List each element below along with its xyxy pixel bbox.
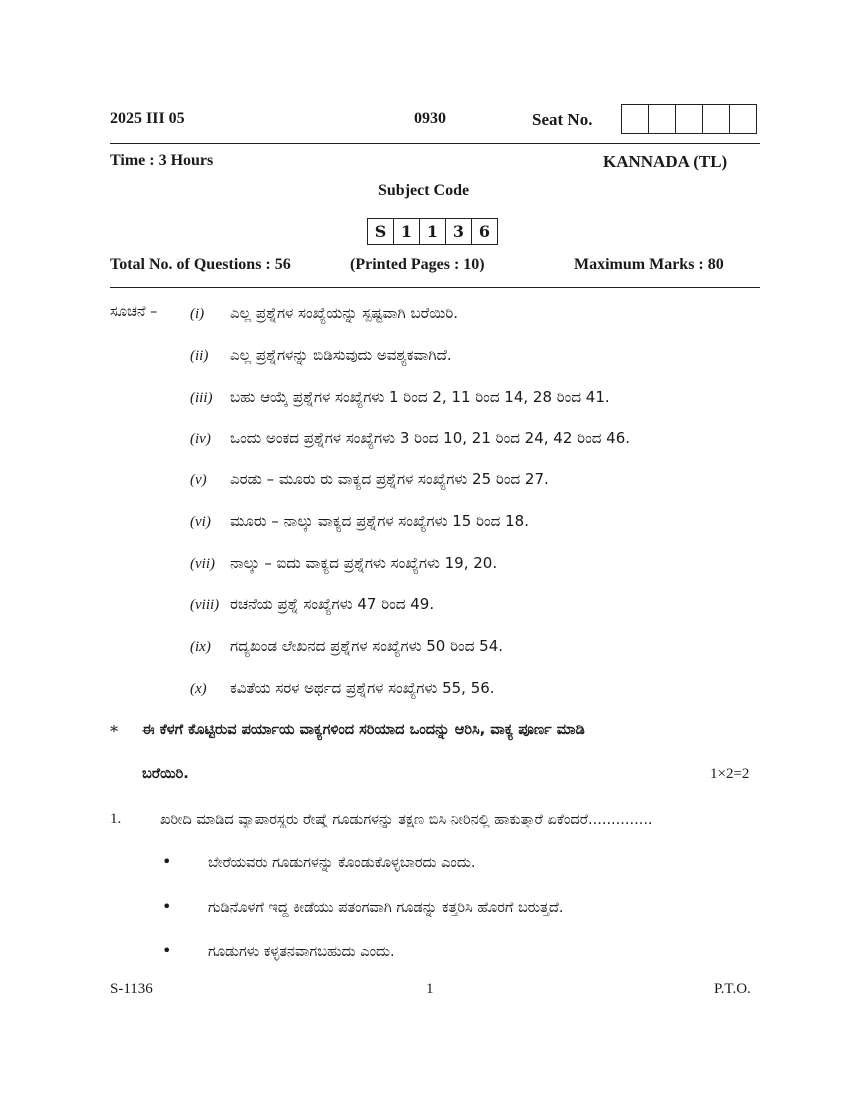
printed-pages: (Printed Pages : 10) bbox=[350, 256, 485, 273]
subject-code-char: 1 bbox=[393, 218, 420, 245]
subject-code-char: 3 bbox=[445, 218, 472, 245]
instruction-num: (i) bbox=[190, 306, 205, 322]
instruction-text: ಎಲ್ಲ ಪ್ರಶ್ನೆಗಳ ಸಂಖ್ಯೆಯನ್ನು ಸ್ಪಷ್ಟವಾಗಿ ಬರೆಯಿರಿ. bbox=[230, 304, 459, 322]
section-marks: 1×2=2 bbox=[710, 766, 750, 782]
answer-option[interactable]: ಗುಡಿನೊಳಗೆ ಇದ್ದ ಕೀಡೆಯು ಪತಂಗವಾಗಿ ಗೂಡನ್ನು ಕತ್ತರಿಸಿ ಹೊರಗೆ ಬರುತ್ತದೆ. bbox=[208, 900, 564, 916]
instruction-item bbox=[190, 346, 452, 365]
max-marks: Maximum Marks : 80 bbox=[574, 256, 724, 273]
instruction-text: ರಚನೆಯ ಪ್ರಶ್ನೆ ಸಂಖ್ಯೆಗಳು 47 ರಿಂದ 49. bbox=[230, 595, 435, 613]
instruction-text: ಒಂದು ಅಂಕದ ಪ್ರಶ್ನೆಗಳ ಸಂಖ್ಯೆಗಳು 3 ರಿಂದ 10, 21 ರಿಂದ 24, 42 ರಿಂದ 46. bbox=[230, 429, 631, 447]
seat-box[interactable] bbox=[729, 104, 757, 134]
paper-code: 0930 bbox=[414, 110, 446, 127]
instruction-num: (vi) bbox=[190, 514, 211, 530]
seat-box[interactable] bbox=[648, 104, 676, 134]
subject-code-boxes bbox=[368, 218, 498, 245]
instruction-num: (x) bbox=[190, 681, 207, 697]
instruction-num: (vii) bbox=[190, 556, 215, 572]
seat-box[interactable] bbox=[702, 104, 730, 134]
page-number: 1 bbox=[426, 981, 434, 997]
pto-label: P.T.O. bbox=[714, 981, 751, 997]
seat-number-boxes[interactable] bbox=[622, 104, 757, 134]
instruction-item bbox=[190, 388, 610, 407]
header-divider-top bbox=[110, 143, 760, 144]
instruction-text: ಎಲ್ಲ ಪ್ರಶ್ನೆಗಳನ್ನು ಬಿಡಿಸುವುದು ಅವಶ್ಯಕವಾಗಿದೆ. bbox=[230, 346, 452, 364]
instruction-item bbox=[190, 512, 529, 531]
subject-code-char: S bbox=[367, 218, 394, 245]
instruction-text: ಮೂರು – ನಾಲ್ಕು ವಾಕ್ಯದ ಪ್ರಶ್ನೆಗಳ ಸಂಖ್ಯೆಗಳು 15 ರಿಂದ 18. bbox=[230, 512, 529, 530]
instruction-text: ಗದ್ಯಖಂಡ ಲೇಖನದ ಪ್ರಶ್ನೆಗಳ ಸಂಖ್ಯೆಗಳು 50 ರಿಂದ 54. bbox=[230, 637, 504, 655]
footer-code: S-1136 bbox=[110, 981, 153, 997]
instruction-num: (iv) bbox=[190, 431, 211, 447]
instruction-num: (viii) bbox=[190, 597, 220, 613]
instruction-text: ಎರಡು – ಮೂರು ರು ವಾಕ್ಯದ ಪ್ರಶ್ನೆಗಳ ಸಂಖ್ಯೆಗಳು 25 ರಿಂದ 27. bbox=[230, 470, 549, 488]
exam-code: 2025 III 05 bbox=[110, 110, 185, 127]
instruction-item bbox=[190, 429, 630, 448]
instruction-text: ಕವಿತೆಯ ಸರಳ ಅರ್ಥದ ಪ್ರಶ್ನೆಗಳ ಸಂಖ್ಯೆಗಳು 55, 56. bbox=[230, 679, 495, 697]
instruction-num: (ii) bbox=[190, 348, 209, 364]
seat-box[interactable] bbox=[621, 104, 649, 134]
answer-option[interactable]: ಬೇರೆಯವರು ಗೂಡುಗಳನ್ನು ಕೊಂಡುಕೊಳ್ಳಬಾರದು ಎಂದು. bbox=[208, 855, 476, 871]
question-text: ಖರೀದಿ ಮಾಡಿದ ವ್ಯಾಪಾರಸ್ಥರು ರೇಷ್ಮೆ ಗೂಡುಗಳನ್ನು ತಕ್ಷಣ ಬಿಸಿ ನೀರಿನಲ್ಲಿ ಹಾಕುತ್ತಾರೆ ಏಕೆಂದರೆ.............. bbox=[160, 812, 653, 828]
instruction-text: ಬಹು ಆಯ್ಕೆ ಪ್ರಶ್ನೆಗಳ ಸಂಖ್ಯೆಗಳು 1 ರಿಂದ 2, 11 ರಿಂದ 14, 28 ರಿಂದ 41. bbox=[230, 388, 610, 406]
answer-option[interactable]: ಗೂಡುಗಳು ಕಳ್ಳತನವಾಗಬಹುದು ಎಂದು. bbox=[208, 944, 395, 960]
instruction-item bbox=[190, 554, 497, 573]
instruction-item bbox=[190, 470, 549, 489]
subject-code-char: 6 bbox=[471, 218, 498, 245]
total-questions: Total No. of Questions : 56 bbox=[110, 256, 291, 273]
instruction-num: (ix) bbox=[190, 639, 211, 655]
section-instruction-line1: ಈ ಕೆಳಗೆ ಕೊಟ್ಟಿರುವ ಪರ್ಯಾಯ ವಾಕ್ಯಗಳಿಂದ ಸರಿಯಾದ ಒಂದನ್ನು ಆರಿಸಿ, ವಾಕ್ಯ ಪೂರ್ಣ ಮಾಡಿ bbox=[142, 722, 585, 738]
header-divider-bottom bbox=[110, 287, 760, 288]
instruction-item bbox=[190, 637, 503, 656]
instruction-item bbox=[190, 304, 458, 323]
subject-code-char: 1 bbox=[419, 218, 446, 245]
instructions-label: ಸೂಚನೆ – bbox=[110, 304, 158, 320]
seat-box[interactable] bbox=[675, 104, 703, 134]
bullet-icon: • bbox=[162, 941, 172, 960]
question-number: 1. bbox=[110, 811, 122, 827]
bullet-icon: • bbox=[162, 897, 172, 916]
seat-label: Seat No. bbox=[532, 110, 593, 129]
section-star: * bbox=[110, 722, 118, 741]
subject-code-label: Subject Code bbox=[378, 182, 470, 199]
instruction-text: ನಾಲ್ಕು – ಐದು ವಾಕ್ಯದ ಪ್ರಶ್ನೆಗಳು ಸಂಖ್ಯೆಗಳು 19, 20. bbox=[230, 554, 498, 572]
instruction-item bbox=[190, 679, 495, 698]
instruction-item bbox=[190, 595, 434, 614]
section-instruction-line2: ಬರೆಯಿರಿ. bbox=[142, 766, 189, 782]
subject-name: KANNADA (TL) bbox=[603, 152, 728, 171]
time-label: Time : 3 Hours bbox=[110, 152, 214, 169]
instruction-num: (v) bbox=[190, 472, 207, 488]
bullet-icon: • bbox=[162, 852, 172, 871]
instruction-num: (iii) bbox=[190, 390, 213, 406]
